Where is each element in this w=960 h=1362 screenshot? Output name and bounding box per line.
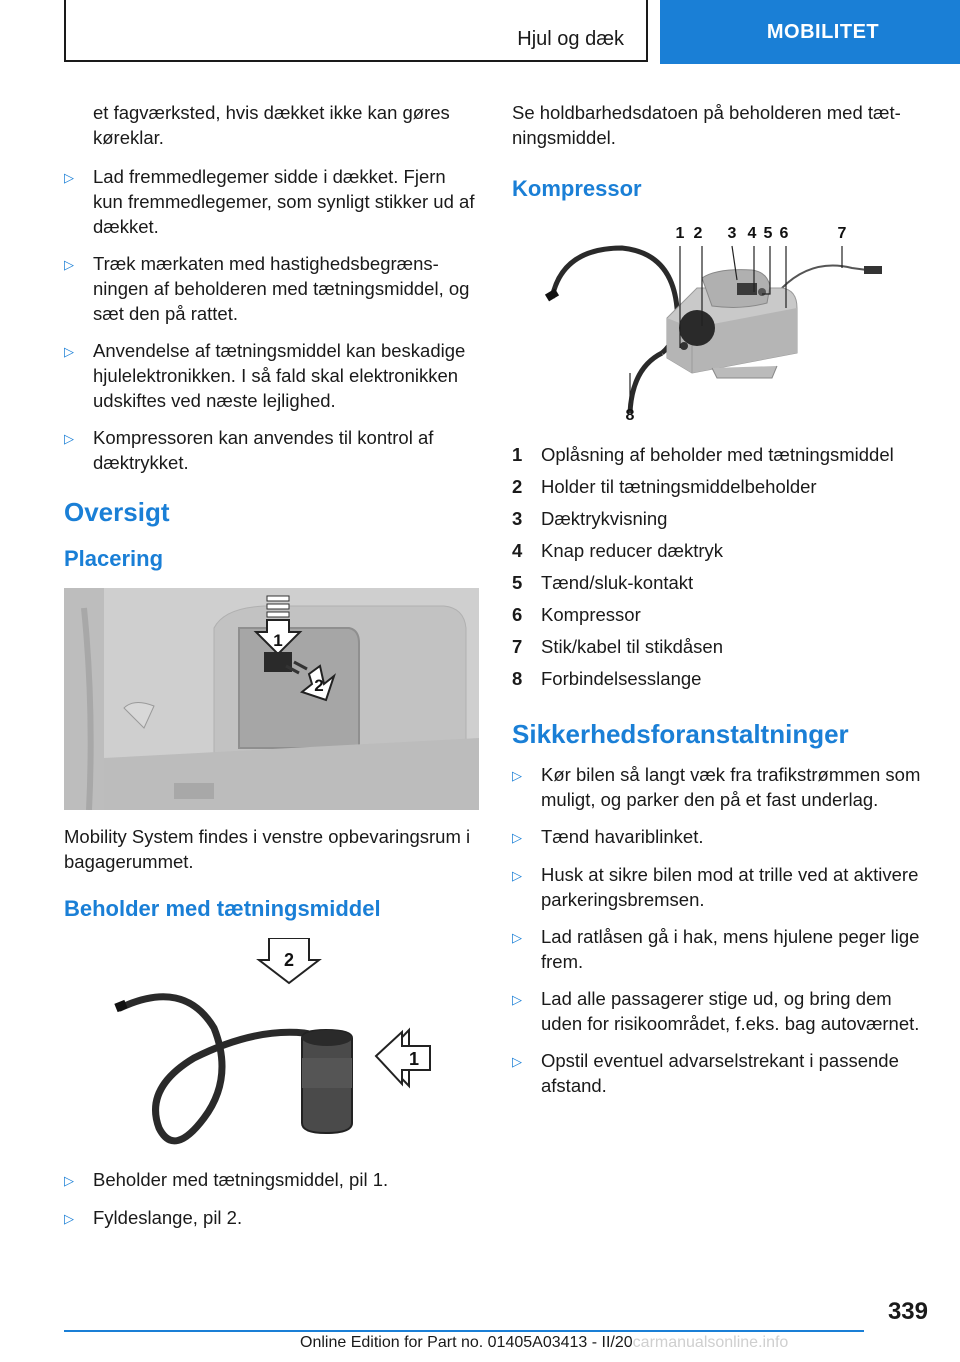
legend-row [512, 570, 930, 595]
bullet-triangle-icon: ▷ [512, 830, 522, 845]
legend-text: Stik/kabel til stikdåsen [541, 636, 724, 657]
section-title: Hjul og dæk [517, 28, 624, 50]
legend-number: 1 [512, 444, 523, 465]
legend-number: 3 [512, 508, 523, 529]
heading-placering: Placering [64, 546, 164, 571]
bullet-triangle-icon: ▷ [64, 170, 74, 185]
list-item [64, 1167, 479, 1193]
legend-row [512, 506, 930, 531]
list-item [512, 762, 930, 812]
list-item [64, 1205, 479, 1231]
list-item-text: Kompressoren kan anvendes til kontrol af dæktrykket. [93, 427, 434, 473]
fig1-label-2: 2 [314, 676, 324, 695]
bullet-triangle-icon: ▷ [64, 1173, 74, 1188]
sealant-container-figure [64, 938, 479, 1153]
bullet-triangle-icon: ▷ [64, 257, 74, 272]
legend-text: Dæktrykvisning [541, 508, 668, 529]
chapter-tab[interactable]: MOBILITET [660, 0, 960, 64]
fig2-label-2: 2 [283, 950, 295, 970]
fig3-label-1: 1 [675, 225, 685, 242]
legend-text: Knap reducer dæktryk [541, 540, 724, 561]
fig3-label-2: 2 [693, 225, 703, 242]
list-item-text: Lad fremmedlegemer sidde i dækket. Fjern kun fremmedlegemer, som synligt stikker ud af dækket. [93, 166, 475, 237]
heading-beholder: Beholder med tætningsmiddel [64, 896, 381, 921]
fig3-label-5: 5 [763, 225, 773, 242]
intro-text: Se holdbarhedsdatoen på beholderen med tætningsmiddel. [512, 102, 901, 148]
intro-text: et fagværksted, hvis dækket ikke kan gøres køreklar. [93, 102, 450, 148]
edition-note [300, 1334, 788, 1352]
list-item [64, 338, 479, 413]
list-item [512, 924, 930, 974]
list-item [512, 824, 930, 850]
fig3-label-4: 4 [747, 225, 757, 242]
list-item-text: Beholder med tætningsmiddel, pil 1. [93, 1169, 389, 1190]
bullet-triangle-icon: ▷ [64, 1211, 74, 1226]
fig2-label-1: 1 [408, 1049, 420, 1069]
legend-text: Tænd/sluk-kontakt [541, 572, 694, 593]
list-item [512, 862, 930, 912]
list-item-text: Kør bilen så langt væk fra trafikstrømmen som muligt, og parker den på et fast underlag. [541, 764, 921, 810]
legend-number: 7 [512, 636, 523, 657]
heading-sikkerhed: Sikkerhedsforanstaltninger [512, 719, 849, 749]
list-item [512, 1048, 930, 1098]
fig1-label-1: 1 [273, 631, 283, 650]
list-item-text: Lad ratlåsen gå i hak, mens hjulene peger lige frem. [541, 926, 920, 972]
bullet-triangle-icon: ▷ [512, 868, 522, 883]
list-item [512, 986, 930, 1036]
list-item-text: Anvendelse af tætningsmiddel kan beskadige hjulelektronikken. I så fald skal elektronikken udskiftes ved næste lejlighed. [93, 340, 466, 411]
bullet-triangle-icon: ▷ [512, 768, 522, 783]
legend-row [512, 602, 930, 627]
legend-number: 8 [512, 668, 523, 689]
watermark: carmanualsonline.info [632, 1334, 789, 1351]
bullet-triangle-icon: ▷ [64, 431, 74, 446]
fig3-label-3: 3 [727, 225, 737, 242]
bullet-triangle-icon: ▷ [512, 1054, 522, 1069]
edition-text: Online Edition for Part no. 01405A03413 - II/20 [300, 1334, 633, 1351]
legend-row [512, 442, 930, 467]
legend-number: 6 [512, 604, 523, 625]
legend-number: 2 [512, 476, 523, 497]
legend-row [512, 538, 930, 563]
page-number: 339 [887, 1298, 928, 1325]
legend-text: Kompressor [541, 604, 641, 625]
footer-divider [64, 1330, 864, 1332]
list-item-text: Lad alle passagerer stige ud, og bring dem uden for risikoområdet, f.eks. bag autoværnet. [541, 988, 920, 1034]
right-column [512, 100, 930, 1110]
bullet-triangle-icon: ▷ [512, 930, 522, 945]
list-item-text: Tænd havariblinket. [541, 826, 704, 847]
list-item-text: Træk mærkaten med hastighedsbegrænsningen af beholderen med tætningsmiddel, og sæt den på rattet. [93, 253, 470, 324]
list-item-text: Opstil eventuel advarselstrekant i passende afstand. [541, 1050, 899, 1096]
legend-number: 4 [512, 540, 523, 561]
legend-number: 5 [512, 572, 523, 593]
bullet-triangle-icon: ▷ [512, 992, 522, 1007]
list-item [64, 164, 479, 239]
fig3-label-7: 7 [837, 225, 847, 242]
compressor-figure [512, 218, 930, 428]
placering-text: Mobility System findes i venstre opbevaringsrum i bagagerummet. [64, 826, 471, 872]
legend-text: Forbindelsesslange [541, 668, 702, 689]
legend-text: Holder til tætningsmiddelbeholder [541, 476, 817, 497]
header-frame [64, 0, 648, 62]
fig3-label-8: 8 [625, 407, 635, 424]
legend-row [512, 634, 930, 659]
legend-text: Oplåsning af beholder med tætningsmiddel [541, 444, 894, 465]
list-item [64, 425, 479, 475]
compressor-legend [512, 442, 930, 691]
heading-kompressor: Kompressor [512, 176, 642, 201]
legend-row [512, 666, 930, 691]
bullet-triangle-icon: ▷ [64, 344, 74, 359]
list-item [64, 251, 479, 326]
trunk-compartment-figure [64, 588, 479, 810]
list-item-text: Husk at sikre bilen mod at trille ved at aktivere parkeringsbremsen. [541, 864, 919, 910]
left-column [64, 100, 479, 1243]
legend-row [512, 474, 930, 499]
heading-oversigt: Oversigt [64, 497, 170, 527]
fig3-label-6: 6 [779, 225, 789, 242]
list-item-text: Fyldeslange, pil 2. [93, 1207, 243, 1228]
